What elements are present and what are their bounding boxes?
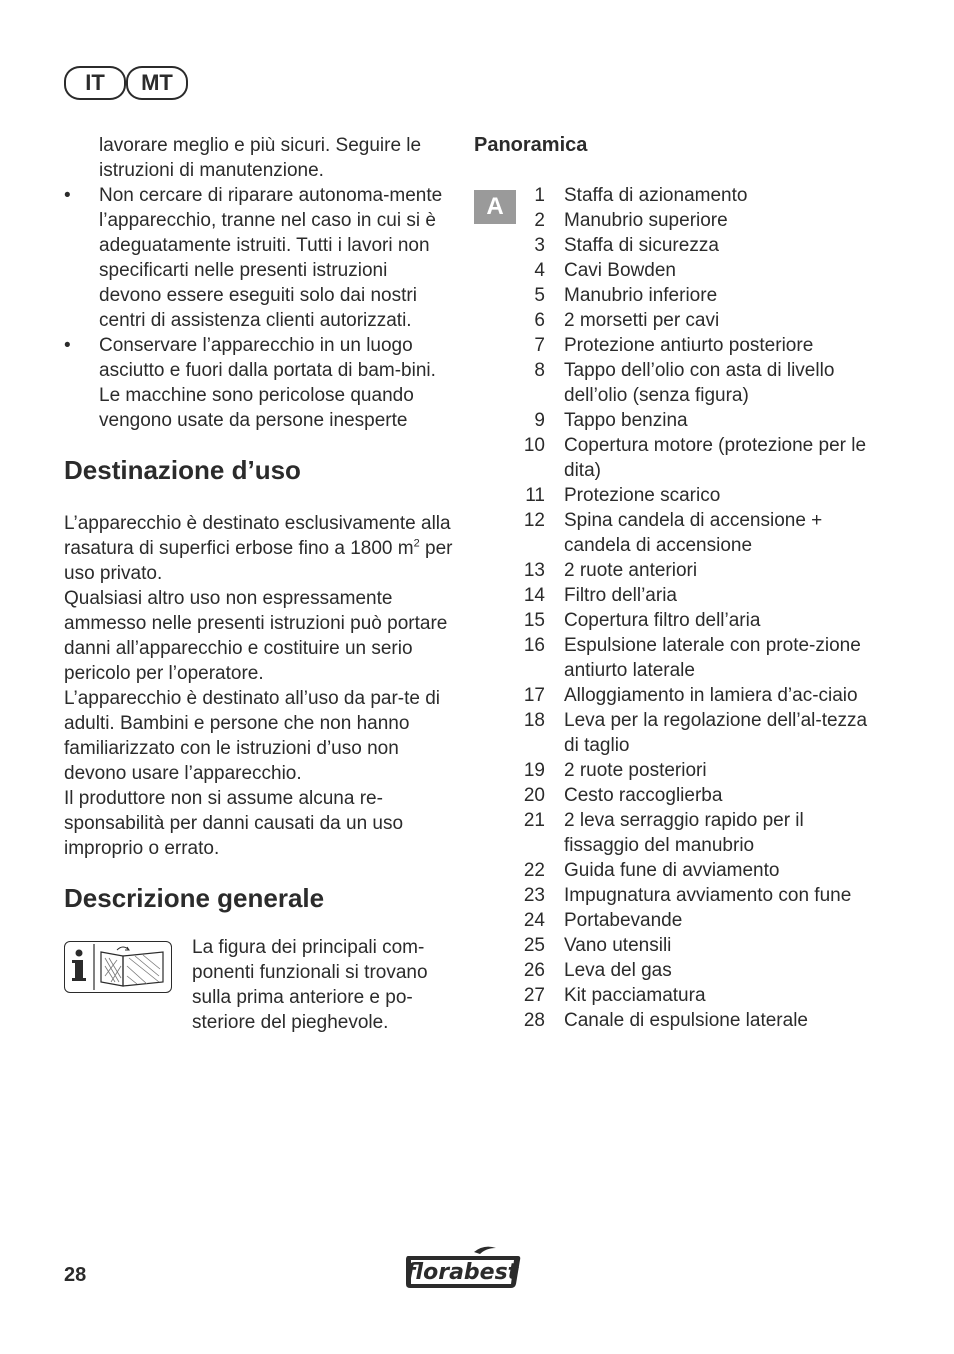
part-number: 9 [534, 410, 545, 431]
part-number: 7 [534, 335, 545, 356]
part-item [474, 233, 874, 258]
part-number: 15 [523, 610, 545, 631]
part-item [474, 933, 874, 958]
bullet-item [64, 183, 454, 333]
part-number: 12 [523, 510, 545, 531]
brand-logo-text: florabest [405, 1260, 519, 1285]
lang-badge-mt: MT [126, 66, 188, 100]
part-item [474, 633, 874, 683]
lang-badge-it: IT [64, 66, 126, 100]
part-label: Alloggiamento in lamiera d’ac-ciaio [564, 685, 858, 706]
part-item [474, 758, 874, 783]
part-label: Kit pacciamatura [564, 985, 706, 1006]
part-label: Vano utensili [564, 935, 672, 956]
part-label: Copertura motore (protezione per le dita) [564, 435, 867, 481]
paragraph: L’apparecchio è destinato all’uso da par-te di adulti. Bambini e persone che non hanno familiarizzato con le istruzioni d’uso non devono usare l’apparecchio. [64, 688, 441, 784]
bullet-dot: • [64, 335, 71, 356]
part-number: 2 [534, 210, 545, 231]
part-number: 28 [523, 1010, 545, 1031]
part-number: 6 [534, 310, 545, 331]
info-manual-icon [64, 941, 172, 993]
part-number: 13 [523, 560, 545, 581]
part-number: 23 [523, 885, 545, 906]
part-item [474, 308, 874, 333]
part-item [474, 508, 874, 558]
intended-use-body [64, 511, 454, 861]
part-number: 11 [525, 485, 545, 506]
part-item [474, 883, 874, 908]
part-label: Canale di espulsione laterale [564, 1010, 808, 1031]
part-label: Protezione antiurto posteriore [564, 335, 814, 356]
part-item [474, 958, 874, 983]
bullet-text: Non cercare di riparare autonoma-mente l’apparecchio, tranne nel caso in cui si è adeguatamente istruiti. Tutti i lavori non specificarti nelle presenti istruzioni devono essere eseguiti solo dai nostri centri di assistenza clienti autorizzati. [99, 185, 443, 331]
superscript: 2 [413, 537, 420, 550]
brand-logo [404, 1244, 522, 1290]
part-item [474, 608, 874, 633]
part-number: 14 [523, 585, 545, 606]
part-number: 10 [523, 435, 545, 456]
section-heading-intended-use: Destinazione d’uso [64, 455, 301, 485]
part-label: Filtro dell’aria [564, 585, 677, 606]
part-label: Manubrio superiore [564, 210, 728, 231]
part-number: 19 [523, 760, 545, 781]
left-column [64, 133, 454, 1039]
part-item [474, 183, 874, 208]
bullet-text: Conservare l’apparecchio in un luogo asciutto e fuori dalla portata di bam-bini. Le macchine sono pericolose quando vengono usate da persone inesperte [99, 335, 436, 431]
part-number: 27 [523, 985, 545, 1006]
page-number: 28 [64, 1264, 87, 1286]
part-number: 18 [523, 710, 545, 731]
part-item [474, 983, 874, 1008]
part-label: 2 ruote posteriori [564, 760, 707, 781]
part-item [474, 783, 874, 808]
part-label: Staffa di azionamento [564, 185, 748, 206]
part-label: 2 leva serraggio rapido per il fissaggio del manubrio [564, 810, 804, 856]
info-note [64, 935, 454, 1039]
part-item [474, 683, 874, 708]
part-label: Protezione scarico [564, 485, 721, 506]
part-label: Tappo dell’olio con asta di livello dell’olio (senza figura) [564, 360, 835, 406]
part-label: Leva del gas [564, 960, 672, 981]
part-item [474, 708, 874, 758]
part-label: Guida fune di avviamento [564, 860, 780, 881]
part-number: 20 [523, 785, 545, 806]
part-label: Cavi Bowden [564, 260, 676, 281]
part-number: 4 [534, 260, 545, 281]
part-item [474, 583, 874, 608]
part-item [474, 208, 874, 233]
paragraph: Qualsiasi altro uso non espressamente ammesso nelle presenti istruzioni può portare danni all’apparecchio e costituire un serio pericolo per l’operatore. [64, 588, 448, 684]
part-item [474, 808, 874, 858]
part-label: Manubrio inferiore [564, 285, 718, 306]
part-number: 24 [523, 910, 545, 931]
part-number: 5 [534, 285, 545, 306]
part-item [474, 908, 874, 933]
part-number: 17 [523, 685, 545, 706]
part-label: Tappo benzina [564, 410, 688, 431]
part-label: Staffa di sicurezza [564, 235, 719, 256]
part-label: Portabevande [564, 910, 683, 931]
part-item [474, 333, 874, 358]
right-column [474, 133, 874, 1031]
part-item [474, 858, 874, 883]
info-text: La figura dei principali com-ponenti funzionali si trovano sulla prima anteriore e po-steriore del pieghevole. [192, 937, 428, 1033]
part-label: 2 ruote anteriori [564, 560, 698, 581]
part-label: 2 morsetti per cavi [564, 310, 720, 331]
paragraph: L’apparecchio è destinato esclusivamente alla rasatura di superfici erbose fino a 1800 $m^2$ per uso privato. [64, 513, 453, 584]
part-label: Copertura filtro dell’aria [564, 610, 761, 631]
part-label: Espulsione laterale con prote-zione antiurto laterale [564, 635, 861, 681]
part-item [474, 1008, 874, 1033]
part-item [474, 258, 874, 283]
part-number: 21 [523, 810, 545, 831]
part-number: 25 [523, 935, 545, 956]
bullet-dot: • [64, 185, 71, 206]
part-number: 8 [534, 360, 545, 381]
part-number: 16 [523, 635, 545, 656]
part-item [474, 358, 874, 408]
section-heading-general-description: Descrizione generale [64, 883, 325, 913]
part-item [474, 408, 874, 433]
part-item [474, 433, 874, 483]
paragraph: Il produttore non si assume alcuna re-sponsabilità per danni causati da un uso improprio o errato. [64, 788, 404, 859]
part-number: 26 [523, 960, 545, 981]
part-label: Spina candela di accensione + candela di accensione [564, 510, 823, 556]
part-item [474, 283, 874, 308]
part-number: 3 [534, 235, 545, 256]
part-number: 1 [534, 185, 545, 206]
part-label: Impugnatura avviamento con fune [564, 885, 852, 906]
part-label: Leva per la regolazione dell’al-tezza di taglio [564, 710, 868, 756]
overview-heading: Panoramica [474, 134, 588, 156]
parts-list [474, 183, 874, 1033]
part-label: Cesto raccoglierba [564, 785, 723, 806]
part-item [474, 483, 874, 508]
part-item [474, 558, 874, 583]
intro-continuation: lavorare meglio e più sicuri. Seguire le istruzioni di manutenzione. [99, 135, 422, 181]
figure-label-badge: A [474, 190, 516, 224]
bullet-item [64, 333, 454, 433]
part-number: 22 [523, 860, 545, 881]
